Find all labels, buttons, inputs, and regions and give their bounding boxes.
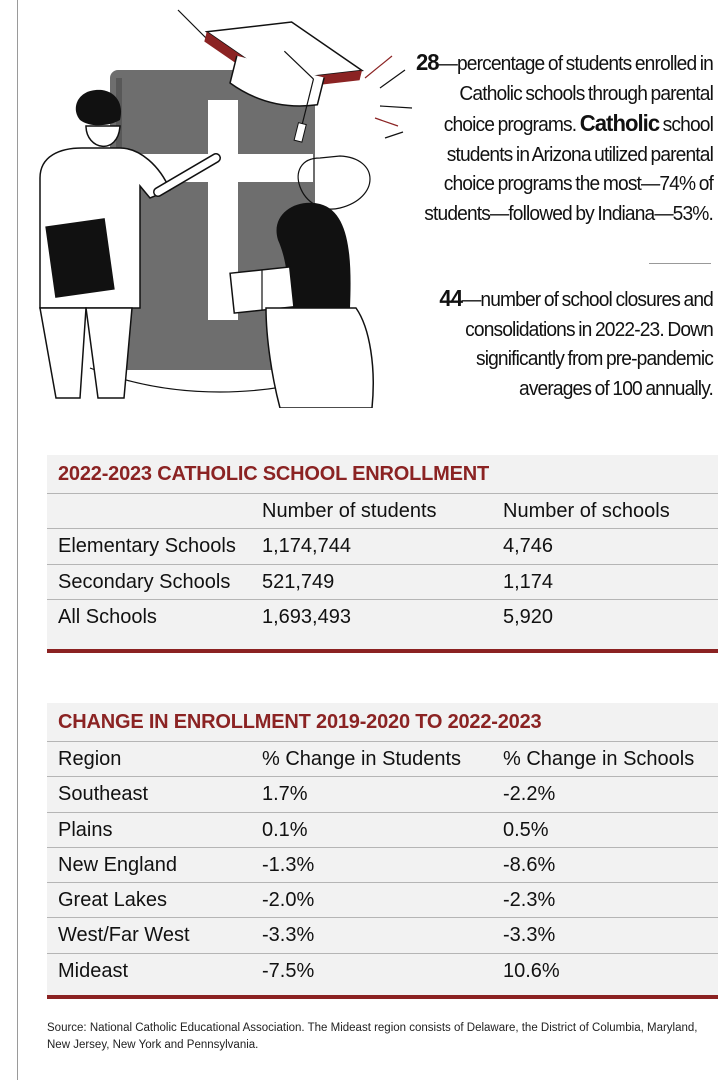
table-header-row: [47, 493, 718, 528]
change-table: [47, 703, 718, 999]
table-row: [47, 882, 718, 917]
source-note: Source: National Catholic Educational Association. The Mideast region consists of Delaware, the District of Columbia, Maryland, New Jersey, New York and Pennsylvania.: [47, 1022, 698, 1051]
table-cell: -8.6%: [503, 853, 556, 876]
table-row: [47, 812, 718, 847]
table-cell: New England: [58, 853, 177, 876]
stat-block-2: [406, 284, 713, 404]
header-cell: % Change in Students: [262, 748, 462, 770]
table-cell: All Schools: [58, 605, 157, 628]
table-cell: -2.2%: [503, 783, 556, 806]
table-cell: Southeast: [58, 783, 149, 806]
header-cell: % Change in Schools: [503, 748, 695, 770]
table-cell: 0.5%: [503, 818, 549, 841]
table-cell: 1.7%: [262, 783, 308, 806]
table-cell: Mideast: [58, 959, 129, 982]
table-cell: 1,693,493: [262, 605, 351, 628]
table-cell: 5,920: [503, 605, 554, 628]
table-cell: Secondary Schools: [58, 570, 231, 593]
table-cell: Great Lakes: [58, 889, 167, 912]
stat-text-1a: —percentage of students enrolled in Catholic schools through parental choice programs.: [438, 53, 713, 136]
left-margin-rule: [17, 0, 18, 1080]
stat-block-1: [406, 48, 713, 229]
stat-bold-catholic: Catholic: [579, 110, 660, 136]
table-cell: 0.1%: [262, 818, 308, 841]
stat-divider: [649, 263, 711, 264]
table-cell: -3.3%: [503, 924, 556, 947]
table-cell: 4,746: [503, 535, 554, 558]
table-header-row: [47, 741, 718, 776]
stat-number-28: 28: [415, 49, 439, 75]
table-cell: 1,174: [503, 570, 554, 593]
table-cell: -1.3%: [262, 853, 315, 876]
enrollment-table: [47, 455, 718, 653]
table-cell: -2.0%: [262, 889, 315, 912]
stat-text-1b: school students in Arizona utilized parental choice programs the most—74% of students—followed by Indiana—53%.: [424, 114, 713, 225]
header-cell: Number of students: [262, 500, 437, 522]
table-cell: -7.5%: [262, 959, 315, 982]
table-cell: -3.3%: [262, 924, 315, 947]
table-cell: West/Far West: [58, 924, 190, 947]
enrollment-table-title: 2022-2023 CATHOLIC SCHOOL ENROLLMENT: [58, 463, 490, 485]
table-row: [47, 917, 718, 952]
table-cell: Elementary Schools: [58, 535, 236, 558]
table-cell: 1,174,744: [262, 535, 351, 558]
table-row: [47, 599, 718, 634]
table-cell: -2.3%: [503, 889, 556, 912]
table-row: [47, 847, 718, 882]
table-row: [47, 953, 718, 988]
table-row: [47, 528, 718, 563]
table-cell: 521,749: [262, 570, 335, 593]
table-row: [47, 776, 718, 811]
change-table-title: CHANGE IN ENROLLMENT 2019-2020 TO 2022-2023: [58, 711, 542, 733]
stat-text-2: —number of school closures and consolidations in 2022-23. Down significantly from pre-pandemic averages of 100 annually.: [462, 289, 713, 400]
header-cell: Number of schools: [503, 500, 670, 522]
table-cell: 10.6%: [503, 959, 560, 982]
bible-teacher-illustration: [20, 8, 420, 408]
table-cell: Plains: [58, 818, 113, 841]
table-row: [47, 564, 718, 599]
header-cell: Region: [58, 748, 122, 770]
stat-number-44: 44: [439, 285, 463, 311]
